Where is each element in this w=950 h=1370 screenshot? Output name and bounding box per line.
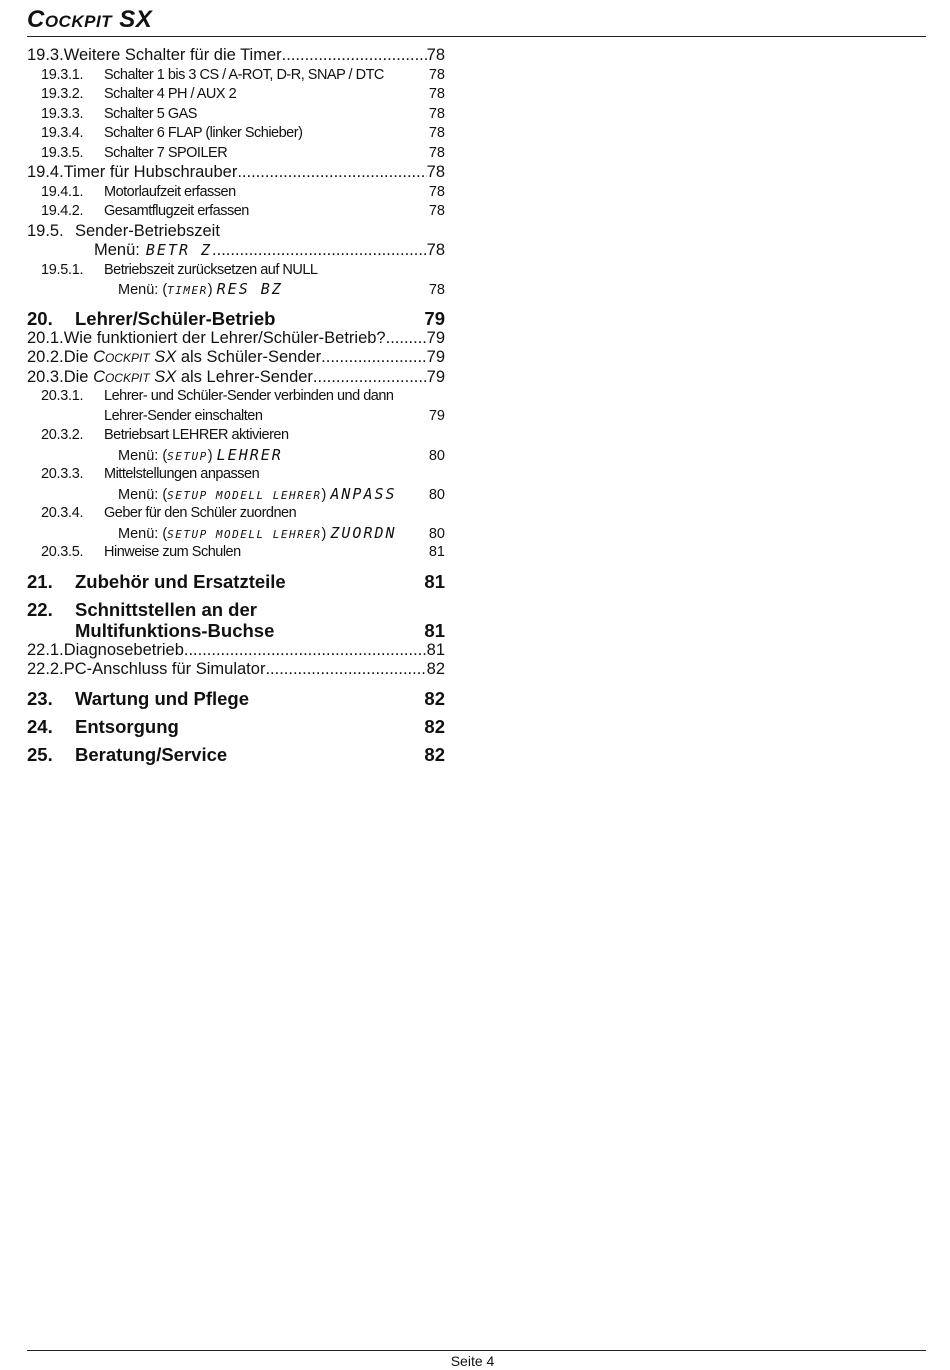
toc-number: 19.3.2. — [41, 86, 84, 102]
toc-entry-22-2[interactable] — [27, 660, 445, 680]
toc-entry-19-4-2[interactable] — [27, 202, 445, 222]
toc-number: 23. — [27, 687, 53, 709]
toc-page: 78 — [428, 66, 445, 83]
toc-number: 19.3.4. — [41, 125, 84, 141]
toc-entry-20[interactable] — [27, 308, 445, 329]
toc-page: 81 — [428, 544, 445, 560]
toc-title — [64, 348, 321, 368]
lcd-menu-path: SETUP MODELL LEHRER — [167, 488, 322, 502]
toc-entry-20-3-1[interactable] — [27, 387, 445, 407]
toc-entry-20-3-5[interactable] — [27, 543, 445, 563]
toc-page: 78 — [428, 125, 445, 141]
toc-number: 19.4. — [27, 163, 64, 181]
toc-title: Diagnosebetrieb — [63, 640, 184, 659]
menu-close: ) — [207, 447, 213, 464]
toc-entry-22-1[interactable] — [27, 641, 445, 661]
toc-page: 81 — [424, 619, 445, 641]
toc-title: Zubehör und Ersatzteile — [75, 570, 286, 592]
toc-page: 79 — [426, 367, 445, 386]
toc-entry-20-3-3-menu[interactable] — [27, 485, 445, 505]
toc-title: Schalter 1 bis 3 CS / A-ROT, D-R, SNAP / DTC — [104, 66, 384, 83]
toc-title: Mittelstellungen anpassen — [104, 466, 260, 482]
toc-entry-19-3-5[interactable] — [27, 144, 445, 164]
toc-title-prefix: Die — [63, 348, 89, 366]
toc-page: 80 — [428, 447, 445, 464]
toc-page: 78 — [426, 46, 445, 64]
toc-leader — [237, 163, 426, 183]
brand-name: Cockpit SX — [93, 367, 177, 386]
toc-leader — [265, 660, 426, 680]
toc-entry-19-3-2[interactable] — [27, 85, 445, 105]
toc-page: 78 — [428, 203, 445, 219]
toc-title: Motorlaufzeit erfassen — [104, 183, 236, 200]
toc-title: Gesamtflugzeit erfassen — [104, 203, 249, 219]
toc-number: 20.3.4. — [41, 505, 84, 521]
toc-number: 22. — [27, 598, 53, 620]
lcd-display-text: BETR Z — [145, 241, 213, 259]
toc-page: 78 — [426, 163, 445, 181]
toc-page: 79 — [426, 328, 445, 347]
menu-label: Menü: — [94, 241, 140, 259]
menu-label: Menü: ( — [118, 486, 168, 503]
toc-number: 21. — [27, 570, 53, 592]
toc-entry-19-4-1[interactable] — [27, 183, 445, 203]
toc-entry-19-4[interactable] — [27, 163, 445, 183]
toc-entry-19-5-menu[interactable] — [27, 241, 445, 261]
toc-entry-19-3[interactable] — [27, 46, 445, 66]
toc-leader — [321, 348, 426, 368]
toc-title: Entsorgung — [75, 715, 179, 737]
menu-label: Menü: ( — [118, 282, 168, 298]
toc-title: Wartung und Pflege — [75, 687, 250, 709]
toc-title: Wie funktioniert der Lehrer/Schüler-Betrieb? — [63, 328, 386, 347]
menu-close: ) — [321, 486, 327, 503]
toc-entry-19-3-4[interactable] — [27, 124, 445, 144]
toc-leader — [386, 329, 427, 349]
toc-leader — [212, 241, 427, 261]
toc-number: 20.2. — [27, 348, 64, 366]
toc-title: Schalter 7 SPOILER — [104, 144, 228, 161]
toc-title: Beratung/Service — [75, 743, 228, 765]
toc-page: 79 — [424, 307, 445, 329]
toc-title — [64, 368, 313, 388]
menu-label: Menü: ( — [118, 447, 168, 464]
toc-page: 80 — [428, 525, 445, 542]
toc-number: 19.3.5. — [41, 144, 84, 161]
toc-title: Weitere Schalter für die Timer — [63, 46, 282, 64]
toc-page: 81 — [426, 640, 445, 659]
toc-page: 78 — [428, 183, 445, 200]
brand-name: Cockpit SX — [93, 348, 177, 366]
toc-title: Schalter 6 FLAP (linker Schieber) — [104, 125, 303, 141]
toc-entry-22-cont[interactable] — [27, 620, 445, 641]
toc-number: 20.3.2. — [41, 427, 84, 443]
toc-number: 19.5.1. — [41, 261, 84, 278]
toc-entry-20-3[interactable] — [27, 368, 445, 388]
toc-number: 19.5. — [27, 221, 64, 240]
toc-title: Schalter 5 GAS — [104, 105, 197, 122]
lcd-display-text: RES BZ — [216, 280, 283, 298]
toc-title: Schalter 4 PH / AUX 2 — [104, 86, 237, 102]
toc-title-continuation: Multifunktions-Buchse — [75, 619, 275, 641]
toc-leader — [313, 368, 427, 388]
toc-title: PC-Anschluss für Simulator — [63, 660, 266, 678]
toc-entry-19-3-1[interactable] — [27, 66, 445, 86]
toc-number: 22.2. — [27, 660, 64, 678]
toc-page: 79 — [426, 348, 445, 366]
toc-leader — [184, 641, 427, 661]
lcd-menu-path: SETUP — [167, 449, 208, 463]
toc-page: 78 — [428, 86, 445, 102]
toc-entry-20-3-2[interactable] — [27, 426, 445, 446]
toc-number: 24. — [27, 715, 53, 737]
toc-entry-20-3-4[interactable] — [27, 504, 445, 524]
page-number: Seite 4 — [450, 1353, 495, 1369]
toc-page: 79 — [428, 407, 445, 424]
footer-divider — [27, 1350, 926, 1351]
lcd-menu-path: TIMER — [167, 284, 208, 297]
toc-title: Timer für Hubschrauber — [63, 163, 238, 181]
toc-entry-20-3-3[interactable] — [27, 465, 445, 485]
toc-number: 19.4.2. — [41, 203, 84, 219]
toc-page: 78 — [426, 241, 445, 259]
lcd-display-text: ANPASS — [330, 484, 397, 503]
toc-entry-23[interactable] — [27, 688, 445, 709]
lcd-display-text: ZUORDN — [330, 523, 397, 542]
document-header-title — [27, 6, 152, 34]
toc-entry-25[interactable] — [27, 744, 445, 765]
toc-entry-22[interactable] — [27, 599, 445, 620]
toc-number: 19.3. — [27, 46, 64, 64]
toc-page: 78 — [428, 105, 445, 122]
toc-page: 78 — [428, 144, 445, 161]
toc-page: 82 — [424, 687, 445, 709]
toc-title: Lehrer/Schüler-Betrieb — [75, 307, 276, 329]
toc-title: Geber für den Schüler zuordnen — [104, 505, 297, 521]
toc-title: Betriebsart LEHRER aktivieren — [104, 427, 289, 443]
toc-entry-19-5-1-menu[interactable] — [27, 280, 445, 300]
toc-entry-19-3-3[interactable] — [27, 105, 445, 125]
toc-number: 22.1. — [27, 640, 64, 659]
toc-leader — [282, 46, 427, 66]
toc-page: 82 — [426, 660, 445, 678]
toc-number: 20.1. — [27, 328, 64, 347]
toc-entry-20-1[interactable] — [27, 329, 445, 349]
toc-title: Betriebszeit zurücksetzen auf NULL — [104, 261, 318, 278]
toc-page: 81 — [424, 570, 445, 592]
lcd-menu-path: SETUP MODELL LEHRER — [167, 527, 322, 541]
toc-title: Schnittstellen an der — [75, 598, 257, 620]
menu-close: ) — [207, 282, 213, 298]
toc-number: 20.3.3. — [41, 466, 84, 482]
toc-number: 19.3.1. — [41, 66, 84, 83]
header-divider — [27, 36, 926, 37]
toc-entry-24[interactable] — [27, 716, 445, 737]
toc-entry-21[interactable] — [27, 571, 445, 592]
table-of-contents — [27, 46, 445, 765]
toc-page: 82 — [424, 743, 445, 765]
toc-title-continuation: Lehrer-Sender einschalten — [104, 407, 263, 424]
toc-entry-19-5-1[interactable] — [27, 261, 445, 281]
toc-entry-20-3-4-menu[interactable] — [27, 524, 445, 544]
toc-number: 25. — [27, 743, 53, 765]
toc-entry-20-2[interactable] — [27, 348, 445, 368]
toc-title: Hinweise zum Schulen — [104, 544, 241, 560]
toc-entry-20-3-2-menu[interactable] — [27, 446, 445, 466]
toc-page: 82 — [424, 715, 445, 737]
toc-title-suffix: als Lehrer-Sender — [180, 367, 313, 386]
menu-close: ) — [321, 525, 327, 542]
brand-name: Cockpit — [27, 6, 113, 33]
toc-number: 20. — [27, 307, 53, 329]
toc-number: 20.3.1. — [41, 388, 84, 404]
lcd-display-text: LEHRER — [216, 445, 283, 464]
toc-page: 78 — [428, 282, 445, 298]
toc-entry-19-5[interactable] — [27, 222, 445, 242]
toc-title: Sender-Betriebszeit — [75, 221, 220, 240]
toc-number: 19.4.1. — [41, 183, 84, 200]
toc-number: 19.3.3. — [41, 105, 84, 122]
toc-title-suffix: als Schüler-Sender — [180, 348, 322, 366]
toc-entry-20-3-1-cont[interactable] — [27, 407, 445, 427]
toc-title: Lehrer- und Schüler-Sender verbinden und dann — [104, 388, 394, 404]
toc-number: 20.3. — [27, 367, 64, 386]
brand-model: SX — [119, 6, 153, 33]
menu-label: Menü: ( — [118, 525, 168, 542]
toc-page: 80 — [428, 486, 445, 503]
toc-number: 20.3.5. — [41, 544, 84, 560]
toc-title-prefix: Die — [63, 367, 89, 386]
